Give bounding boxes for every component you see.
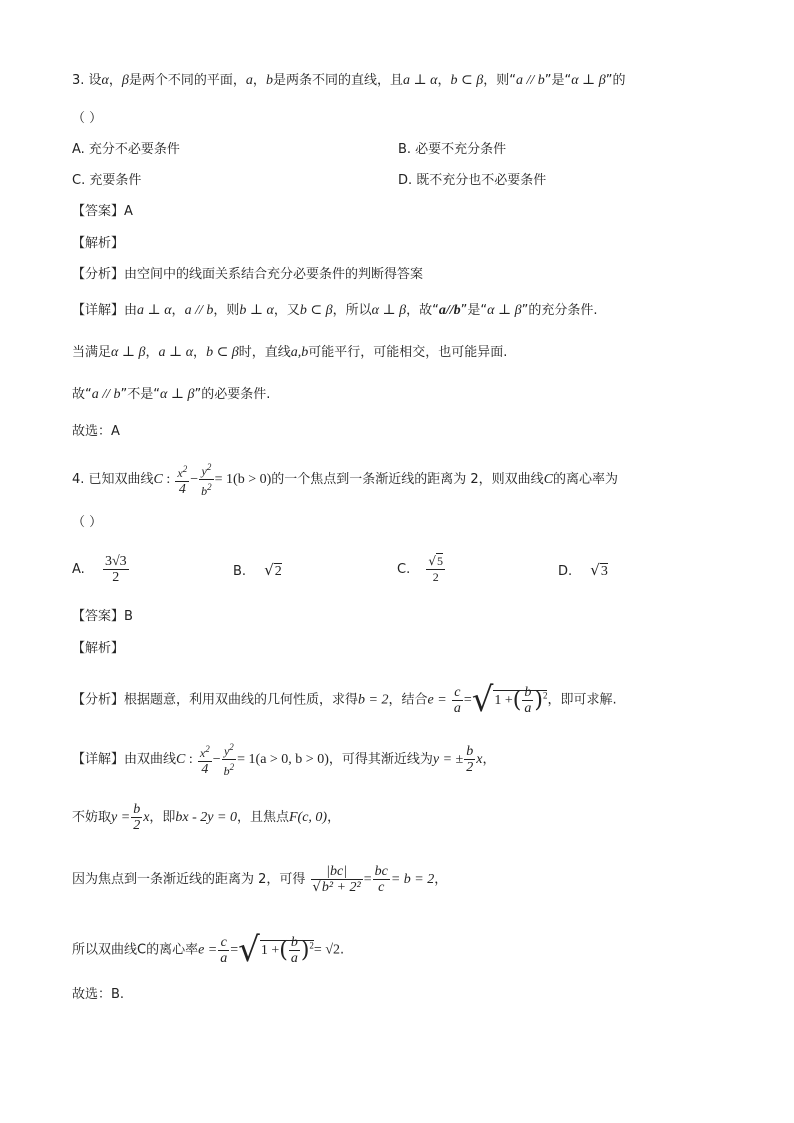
option-label: B.	[233, 564, 247, 579]
var-b: b	[265, 73, 273, 88]
option-label: C.	[397, 562, 411, 577]
fraction-x2-over-4	[175, 462, 189, 497]
math-expr: y =	[111, 810, 131, 825]
math-expr: = 1(a > 0, b > 0)	[237, 752, 329, 767]
math-expr: y = ±	[432, 752, 464, 767]
answer-value: A	[124, 204, 133, 219]
q4-option-b: B. √2	[233, 561, 282, 579]
detail-text: 由	[124, 303, 138, 318]
answer-tag: 【答案】	[72, 204, 125, 219]
math-expr: α ⊥ β	[160, 387, 195, 402]
q3-option-d: D. 既不充分也不必要条件	[398, 173, 547, 188]
answer-tag: 【答案】	[72, 609, 125, 624]
xiangjie-tag: 【详解】	[72, 303, 125, 318]
option-label: D.	[558, 564, 573, 579]
denominator: a	[220, 950, 228, 966]
q3-detail-line-1	[72, 302, 598, 320]
detail-text: 当满足	[72, 345, 112, 360]
numerator: 3√3	[104, 554, 127, 569]
fenxi-text: 由空间中的线面关系结合充分必要条件的判断得答案	[124, 267, 424, 282]
math-expr: α ⊥ β	[371, 303, 407, 318]
answer-value: B	[124, 609, 133, 624]
fraction-b-over-a	[522, 685, 533, 716]
var-b: b	[223, 764, 230, 778]
colon-text: :	[185, 752, 193, 767]
detail-text: ，	[482, 752, 496, 767]
math-expr: = √2	[313, 942, 341, 958]
comma-text: ，	[145, 345, 159, 360]
q4-detail-line-2	[72, 800, 340, 836]
denominator: c	[373, 879, 390, 895]
q3-stem-text: ”的	[605, 73, 626, 88]
exponent: 2	[542, 690, 548, 700]
beta-symbol: β	[121, 73, 129, 88]
math-expr: a // b	[184, 303, 214, 318]
comma-text: ，	[252, 73, 266, 88]
math-expr: a ⊥ α	[402, 73, 438, 88]
q3-choose: 故选：A	[72, 424, 120, 439]
radicand: 3	[600, 564, 608, 579]
math-expr: b ⊂ β	[450, 73, 484, 88]
detail-text: ，所以	[332, 303, 372, 318]
comma-text: ，	[193, 345, 207, 360]
var-C: C	[176, 752, 186, 767]
q3-detail-line-3	[72, 386, 270, 404]
fenxi-tag: 【分析】	[72, 267, 125, 282]
q4-fenxi-line: 【分析】根据题意，利用双曲线的几何性质，求得b = 2，结合e = $\frac{c}{a}$ =√1 +( $\frac{b}{a}$ )$^2$，即可求解.	[72, 680, 617, 721]
option-a-fraction	[103, 554, 129, 585]
detail-text: 由双曲线	[124, 752, 177, 767]
q3-fenxi-line	[72, 266, 423, 284]
detail-text: .	[340, 942, 345, 958]
detail-text: ，则	[213, 303, 240, 318]
detail-text: ，又	[273, 303, 300, 318]
math-expr: a // b	[91, 387, 121, 402]
detail-text: ，即	[149, 810, 176, 825]
option-label: A.	[72, 562, 85, 577]
denominator: 4	[175, 481, 189, 497]
var-a: a	[245, 73, 253, 88]
q4-stem-line: 4. 已知双曲线C : $\frac{x^2}{4}$ − $\frac{y^2}{b^2}$ = 1(b > 0)的一个焦点到一条渐近线的距离为 2，则双曲线C的离心率为	[72, 462, 619, 498]
fenxi-tag: 【分析】	[72, 692, 125, 708]
math-expr: F(c, 0)	[288, 810, 328, 825]
q3-option-c: C. 充要条件	[72, 173, 142, 188]
detail-text: ，故“	[406, 303, 439, 318]
q3-stem-text: 3. 设	[72, 73, 102, 88]
xiangjie-tag: 【详解】	[72, 752, 125, 767]
q4-option-a	[72, 552, 130, 588]
numerator: b	[524, 684, 532, 700]
denominator: a	[524, 700, 532, 716]
colon-text: :	[162, 472, 171, 487]
exponent: 2	[207, 482, 212, 492]
exponent: 2	[309, 940, 314, 950]
detail-text: ”不是“	[120, 387, 161, 402]
detail-text: ”的充分条件.	[521, 303, 598, 318]
math-expr: α ⊥ β	[571, 73, 606, 88]
math-expr: b ⊂ β	[206, 345, 239, 360]
numerator: b	[466, 744, 474, 759]
q3-detail-line-2	[72, 344, 507, 362]
comma-text: ，	[437, 73, 451, 88]
exponent: 2	[206, 462, 212, 472]
numerator: c	[454, 684, 461, 700]
option-c-fraction: $\frac{√5}{2}$	[428, 554, 444, 584]
detail-text: 因为焦点到一条渐近线的距离为 2，可得	[72, 872, 306, 887]
math-expr: a,b	[290, 345, 309, 360]
fraction-c-over-a	[218, 935, 229, 966]
numerator: b	[133, 802, 141, 817]
var-C: C	[153, 472, 163, 487]
alpha-symbol: α	[101, 73, 109, 88]
denominator: a	[453, 700, 461, 716]
var-x: x	[476, 752, 483, 767]
numerator: |bc|	[326, 864, 348, 879]
math-expr: = 1(b > 0)	[214, 472, 272, 487]
q4-choose: 故选：B.	[72, 987, 125, 1002]
math-expr: a ⊥ α	[137, 303, 172, 318]
detail-text: 可能平行，可能相交，也可能异面.	[308, 345, 508, 360]
var-y: y	[223, 744, 230, 758]
radicand: 5	[437, 554, 444, 568]
var-x: x	[199, 746, 206, 760]
detail-text: ，且焦点	[236, 810, 289, 825]
math-expr: = b = 2	[390, 872, 435, 887]
q4-option-c	[397, 552, 446, 588]
denominator: 2	[466, 760, 474, 775]
q3-jiexi: 【解析】	[72, 236, 125, 251]
q3-answer-line	[72, 203, 133, 221]
comma-text: ，	[171, 303, 185, 318]
q4-jiexi: 【解析】	[72, 641, 125, 656]
math-expr: α ⊥ β	[111, 345, 146, 360]
fraction-c-over-a	[452, 685, 463, 716]
fraction-b-over-2	[131, 802, 142, 833]
q3-option-b: B. 必要不充分条件	[398, 142, 507, 157]
denominator: 2	[426, 569, 445, 585]
math-expr: b ⊂ β	[299, 303, 333, 318]
var-C: C	[543, 472, 554, 487]
fraction-x2-over-4	[198, 742, 212, 777]
detail-text: ，	[327, 810, 341, 825]
exponent: 2	[205, 744, 210, 754]
detail-text: 不妨取	[72, 810, 112, 825]
q3-stem-text: ，则“	[483, 73, 516, 88]
math-expr: a // b	[515, 73, 545, 88]
q4-detail-line-3: 因为焦点到一条渐近线的距离为 2，可得 $\frac{|bc|}{\text{√b² + 2²}}$ = $\frac{bc}{c}$ = b = 2，	[72, 864, 448, 895]
q4-detail-line-4: 所以双曲线C的离心率e = $\frac{c}{a}$ =√1 +( $\frac{b}{a}$ )$^2$= √2.	[72, 930, 345, 971]
fraction-y2-over-b2	[199, 460, 214, 499]
math-expr: bx - 2y = 0	[175, 810, 237, 825]
fraction-b-over-a	[289, 935, 300, 966]
math-expr: e =	[198, 942, 218, 958]
math-expr: b = 2	[358, 692, 389, 708]
detail-text: 时，直线	[238, 345, 291, 360]
fenxi-text: ，即可求解.	[547, 692, 617, 708]
detail-text: 所以双曲线C的离心率	[72, 942, 199, 958]
q3-option-a: A. 充分不必要条件	[72, 142, 180, 157]
q4-detail-line-1: 【详解】由双曲线C : $\frac{x^2}{4}$ − $\frac{y^2}{b^2}$ = 1(a > 0, b > 0)，可得其渐近线为y = ± $\frac{b}{2}$ x，	[72, 742, 496, 778]
math-expr: b ⊥ α	[239, 303, 274, 318]
exponent: 2	[182, 464, 188, 474]
fraction-bc-over-c	[373, 864, 390, 895]
math-expr: 1 +	[260, 942, 280, 958]
radicand: 2	[274, 564, 282, 579]
var-y: y	[201, 464, 207, 478]
q4-stem-text: 的离心率为	[553, 472, 619, 487]
q4-option-d: D. √3	[558, 561, 608, 579]
q3-stem-text: 是两条不同的直线，且	[272, 73, 403, 88]
denominator: 2	[103, 569, 129, 585]
fraction-b-over-2	[464, 744, 475, 775]
denominator: 4	[198, 761, 212, 777]
exponent: 2	[229, 742, 234, 752]
q4-stem-text: 的一个焦点到一条渐近线的距离为 2，则双曲线	[271, 472, 544, 487]
var-x: x	[177, 466, 183, 480]
var-x: x	[143, 810, 150, 825]
math-expr: a//b	[438, 303, 461, 318]
detail-text: ”是“	[460, 303, 488, 318]
radicand: b² + 2²	[321, 880, 361, 895]
q3-stem-text: 是两个不同的平面，	[128, 73, 246, 88]
q4-stem-text: 4. 已知双曲线	[72, 472, 154, 487]
fenxi-text: 根据题意，利用双曲线的几何性质，求得	[124, 692, 359, 708]
q3-stem-line	[72, 72, 625, 90]
numerator: bc	[374, 864, 388, 879]
var-b: b	[201, 484, 208, 498]
denominator: 2	[133, 818, 141, 833]
exponent: 2	[229, 762, 235, 772]
numerator: c	[220, 934, 227, 950]
detail-text: ”的必要条件.	[194, 387, 271, 402]
numerator: b	[290, 934, 298, 950]
fenxi-text: ，结合	[388, 692, 428, 708]
q4-answer-line	[72, 608, 133, 626]
fraction-y2-over-b2	[222, 740, 237, 779]
math-expr: 1 +	[494, 692, 513, 708]
math-expr: e =	[427, 692, 447, 708]
math-expr: a ⊥ α	[158, 345, 194, 360]
fraction-distance: $\frac{|bc|}{\text{√b² + 2²}}$	[312, 864, 361, 895]
detail-text: 故“	[72, 387, 92, 402]
denominator: a	[290, 950, 298, 966]
detail-text: ，可得其渐近线为	[328, 752, 433, 767]
q4-paren: （ ）	[72, 515, 103, 530]
comma-text: ，	[108, 73, 122, 88]
detail-text: ，	[434, 872, 448, 887]
math-expr: α ⊥ β	[487, 303, 522, 318]
q3-stem-text: ”是“	[544, 73, 572, 88]
q3-paren: （ ）	[72, 111, 103, 126]
